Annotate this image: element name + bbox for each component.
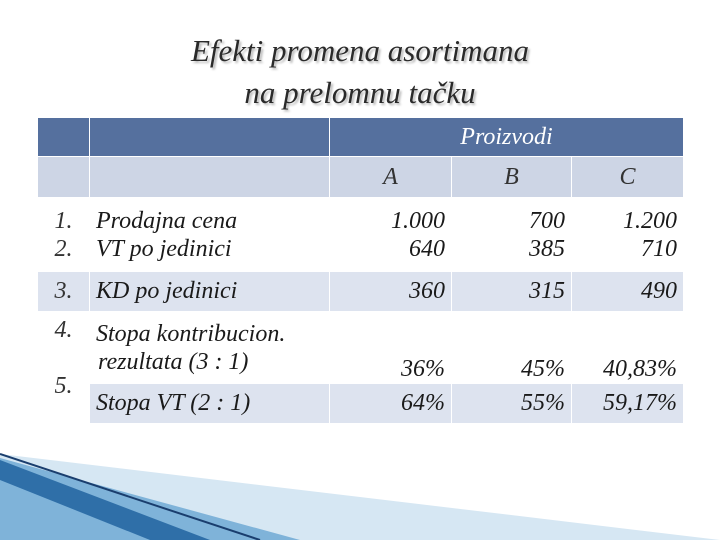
row-numbers (38, 312, 90, 424)
value: 710 (641, 235, 678, 262)
cell-c: 490 (572, 272, 684, 312)
row-numbers (38, 198, 90, 272)
value: 700 (529, 207, 565, 234)
title-line-1: Efekti promena asortimana (190, 33, 530, 68)
table-row (38, 198, 684, 272)
group-header-proizvodi: Proizvodi (330, 118, 684, 157)
row-label: rezultata (3 : 1) (98, 348, 249, 375)
cell-c: 40,83% (572, 312, 684, 384)
column-header-b: B (452, 157, 572, 198)
value: 1.000 (391, 207, 445, 234)
breakeven-table (37, 117, 684, 424)
table-row (38, 312, 684, 384)
row-label: Stopa kontribucion. (96, 320, 286, 347)
row-labels (90, 198, 330, 272)
column-letters-row (38, 157, 684, 198)
decorative-swoosh (0, 440, 720, 540)
table-row (38, 384, 684, 424)
cell-b: 315 (452, 272, 572, 312)
row-number: 1. (54, 207, 73, 234)
row-number: 3. (38, 272, 90, 312)
header-blank-cell (38, 118, 90, 157)
row-label: VT po jedinici (96, 235, 232, 262)
cell-c (572, 198, 684, 272)
row-labels (90, 312, 330, 384)
row-number: 4. (54, 317, 73, 343)
column-header-c: C (572, 157, 684, 198)
cell-a: 36% (330, 312, 452, 384)
blank-cell (90, 157, 330, 198)
column-header-a: A (330, 157, 452, 198)
title-line-2: na prelomnu tačku (244, 75, 476, 110)
cell-b: 55% (452, 384, 572, 424)
row-number: 2. (54, 235, 73, 262)
cell-b (452, 198, 572, 272)
cell-c: 59,17% (572, 384, 684, 424)
row-label: KD po jedinici (90, 272, 330, 312)
header-blank-cell (90, 118, 330, 157)
cell-b: 45% (452, 312, 572, 384)
value: 640 (409, 235, 445, 262)
blank-cell (38, 157, 90, 198)
table-header-row (38, 118, 684, 157)
value: 1.200 (623, 207, 678, 234)
row-number: 5. (54, 373, 73, 399)
row-label: Stopa VT (2 : 1) (90, 384, 330, 424)
cell-a: 64% (330, 384, 452, 424)
cell-a (330, 198, 452, 272)
cell-a: 360 (330, 272, 452, 312)
value: 385 (529, 235, 565, 262)
table-row (38, 272, 684, 312)
slide-title (0, 30, 720, 114)
row-label: Prodajna cena (96, 207, 238, 234)
